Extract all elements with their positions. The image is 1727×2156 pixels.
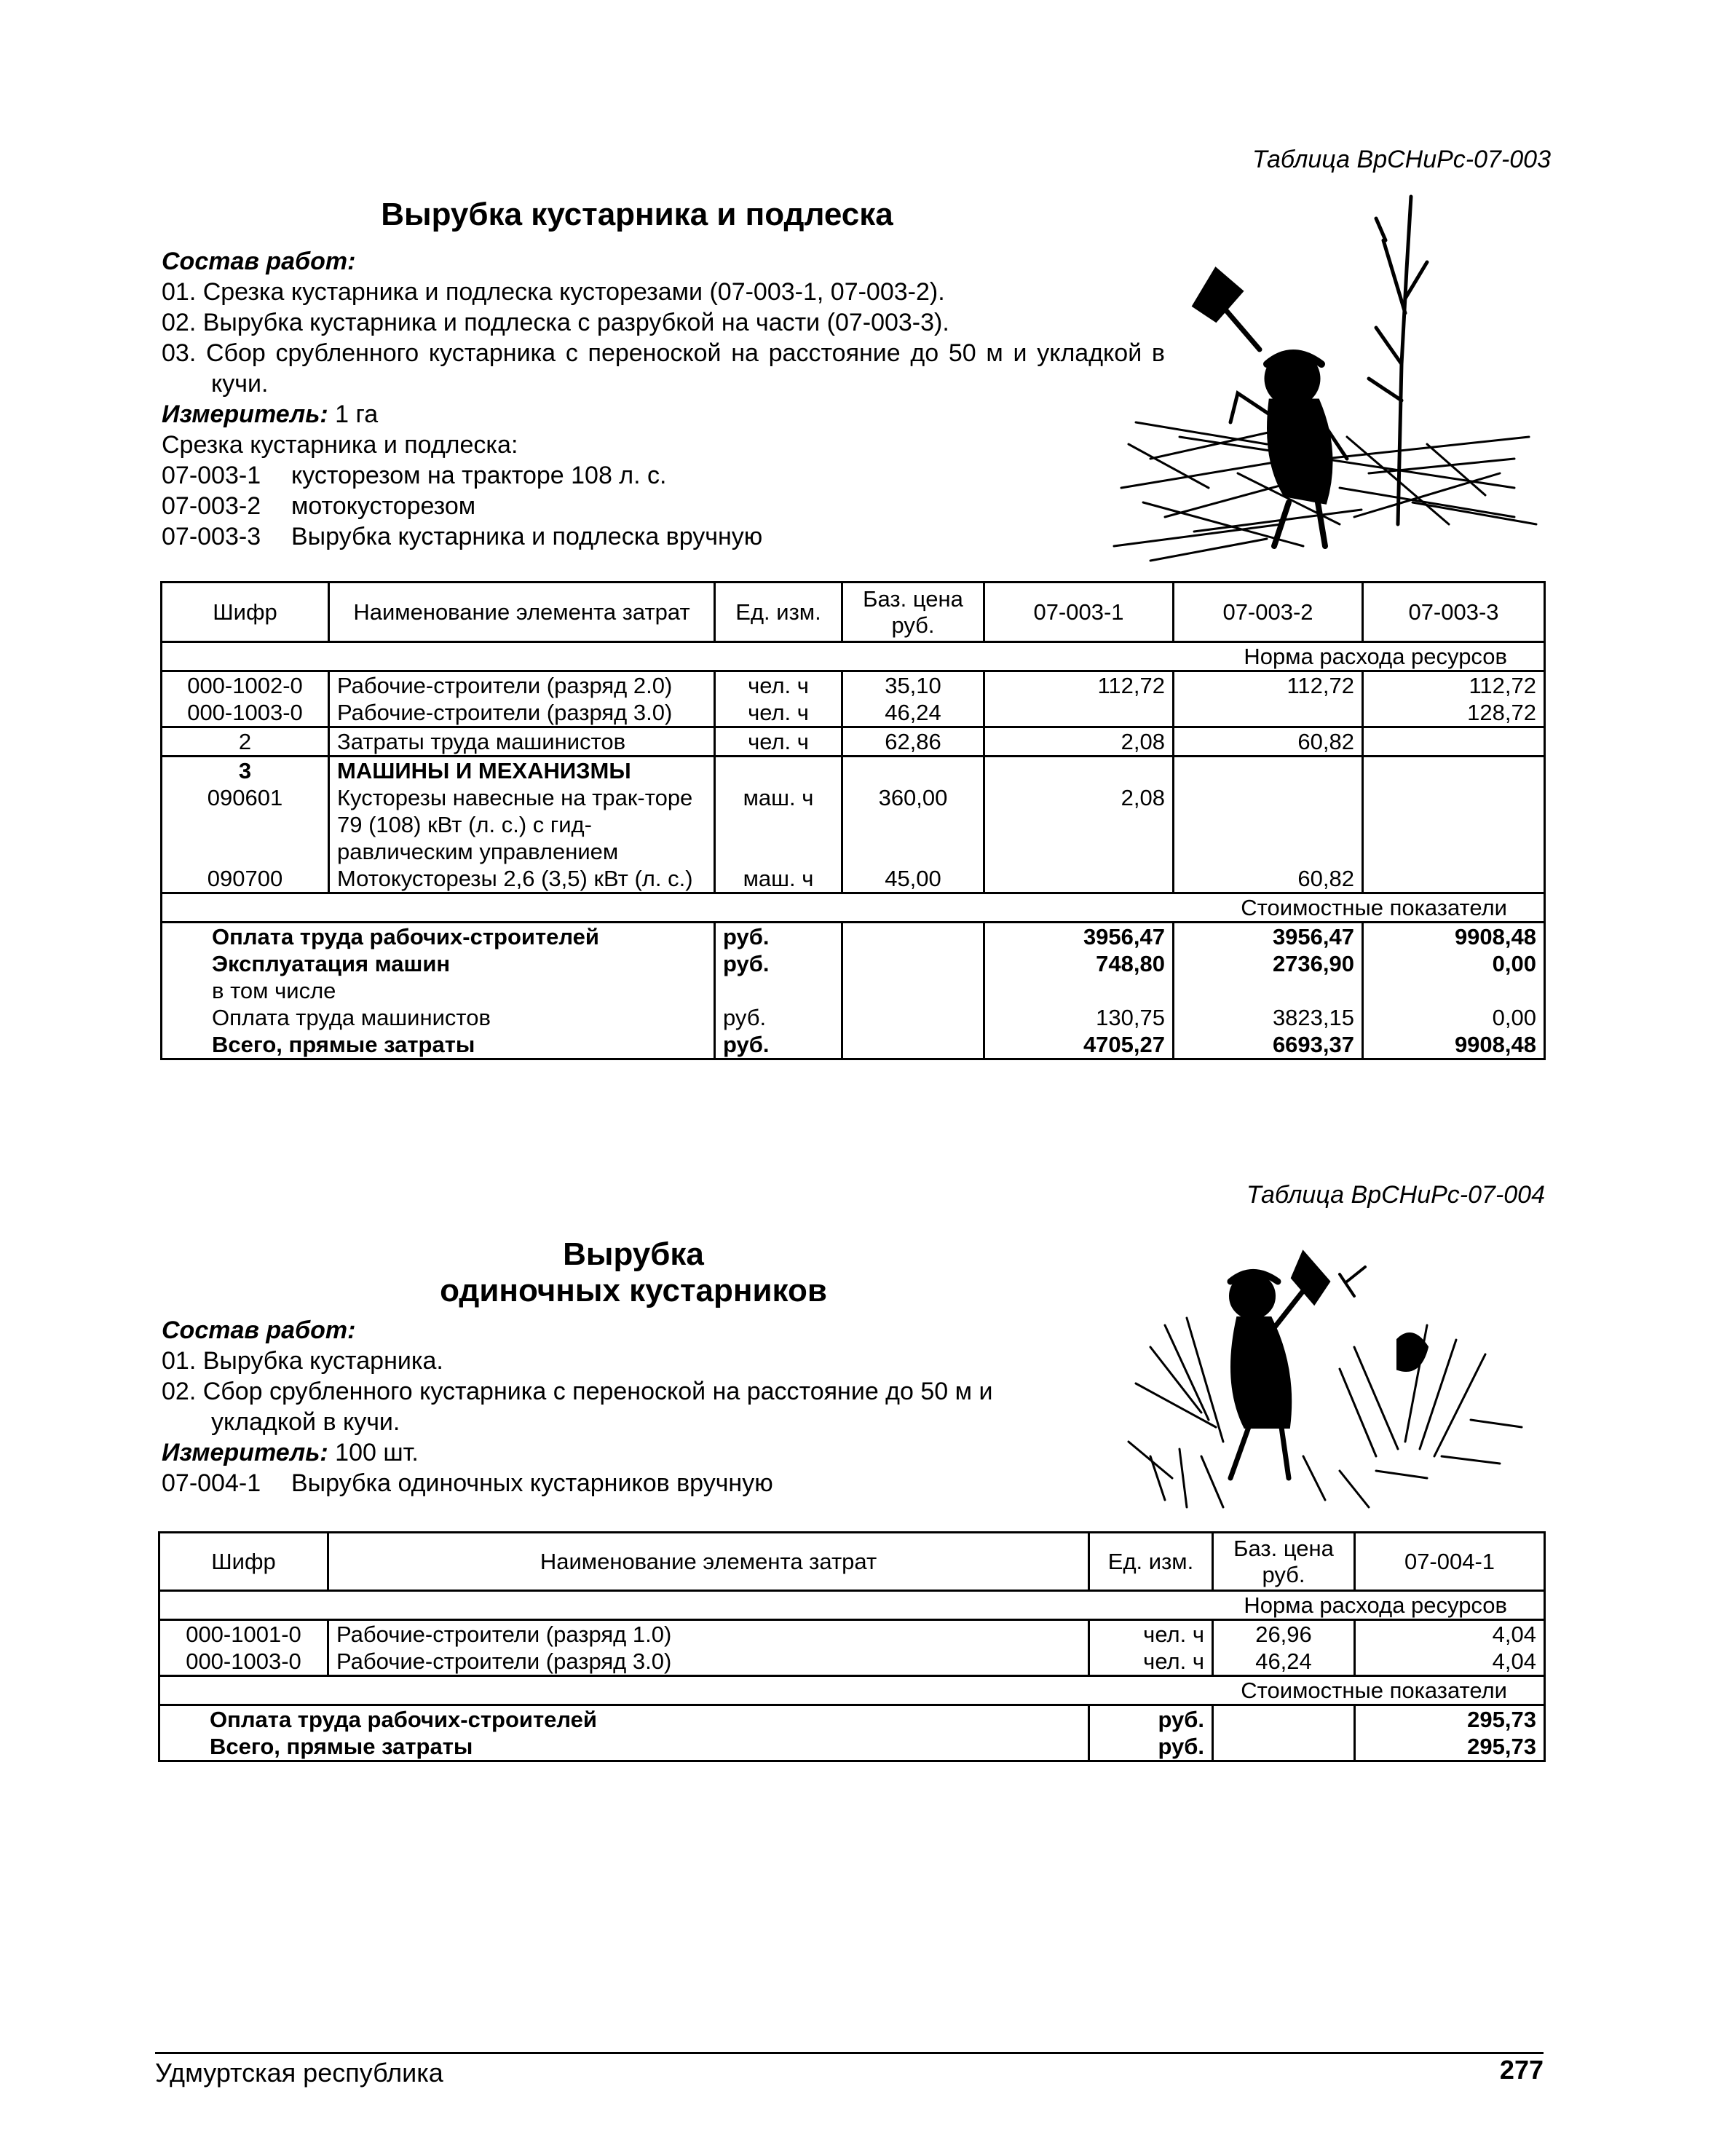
- cell-value: 4,04: [1355, 1648, 1545, 1676]
- variant-text: мотокусторезом: [291, 492, 476, 520]
- cell-value: [1363, 727, 1545, 757]
- cost-name: Эксплуатация машин: [162, 950, 715, 977]
- cell-value: 112,72: [1363, 671, 1545, 700]
- cost-name: Всего, прямые затраты: [159, 1733, 1089, 1761]
- cost-value: 3823,15: [1174, 1004, 1363, 1031]
- cell-code: 000-1003-0: [159, 1648, 328, 1676]
- composition-label: Состав работ:: [162, 248, 356, 275]
- col-header-code: Шифр: [162, 583, 329, 642]
- cell-price: 26,96: [1213, 1620, 1355, 1648]
- cell-price: 360,00: [842, 784, 984, 865]
- work-item: 01. Вырубка кустарника.: [162, 1347, 443, 1375]
- cost-value: 295,73: [1355, 1705, 1545, 1734]
- cost-unit: [715, 977, 842, 1004]
- meter-label: Измеритель:: [162, 1439, 328, 1466]
- cell-price: 46,24: [1213, 1648, 1355, 1676]
- table-row: [162, 865, 1545, 893]
- section-title: [306, 1236, 961, 1309]
- brush-cutting-illustration: [1107, 182, 1544, 575]
- cost-value: 9908,48: [1363, 1031, 1545, 1059]
- section-norm-label: Норма расхода ресурсов: [159, 1591, 1545, 1620]
- col-header-variant: 07-003-2: [1174, 583, 1363, 642]
- work-item: 02. Вырубка кустарника и подлеска с разрубкой на части (07-003-3).: [162, 309, 949, 336]
- footer-rule: [155, 2052, 1544, 2054]
- cell-price: 45,00: [842, 865, 984, 893]
- cell-code: 000-1001-0: [159, 1620, 328, 1648]
- cell-value: 4,04: [1355, 1620, 1545, 1648]
- variants-intro: Срезка кустарника и подлеска:: [162, 431, 518, 459]
- cost-name: в том числе: [162, 977, 715, 1004]
- cell-name: Рабочие-строители (разряд 3.0): [328, 1648, 1089, 1676]
- col-header-unit: Ед. изм.: [1089, 1533, 1213, 1591]
- meter-value: 1 га: [328, 400, 379, 428]
- cell-name: Затраты труда машинистов: [329, 727, 715, 757]
- cost-value: [1174, 977, 1363, 1004]
- cell-value: [984, 699, 1174, 727]
- cost-value: [1363, 977, 1545, 1004]
- section-row: [162, 642, 1545, 671]
- cost-unit: руб.: [715, 1004, 842, 1031]
- resource-table-07-004: [158, 1531, 1546, 1762]
- cell-value: 112,72: [1174, 671, 1363, 700]
- composition-label: Состав работ:: [162, 1316, 356, 1344]
- variant-line: [162, 521, 1130, 552]
- cost-value: 3956,47: [984, 923, 1174, 951]
- cost-unit: руб.: [1089, 1733, 1213, 1761]
- cost-row: [159, 1733, 1545, 1761]
- table-header-row: [162, 583, 1545, 642]
- resource-table-07-003: [160, 581, 1546, 1060]
- cell-unit: чел. ч: [715, 699, 842, 727]
- variant-code: 07-004-1: [162, 1469, 261, 1497]
- cell-value: 60,82: [1174, 727, 1363, 757]
- col-header-name: Наименование элемента затрат: [329, 583, 715, 642]
- col-header-price: Баз. цена руб.: [842, 583, 984, 642]
- variant-text: кусторезом на тракторе 108 л. с.: [291, 462, 667, 489]
- variant-text: Вырубка одиночных кустарников вручную: [291, 1469, 773, 1497]
- machinery-group-row: [162, 757, 1545, 785]
- cost-value: 9908,48: [1363, 923, 1545, 951]
- variant-line: [162, 1468, 977, 1498]
- cell-value: 2,08: [984, 784, 1174, 865]
- variant-text: Вырубка кустарника и подлеска вручную: [291, 523, 763, 550]
- cost-value: 748,80: [984, 950, 1174, 977]
- cell-unit: чел. ч: [1089, 1648, 1213, 1676]
- work-item: 03. Сбор срубленного кустарника с переноской на расстояние до 50 м и укладкой в кучи.: [162, 339, 1165, 398]
- cost-value: 130,75: [984, 1004, 1174, 1031]
- cell-price: 62,86: [842, 727, 984, 757]
- cost-name: Всего, прямые затраты: [162, 1031, 715, 1059]
- section-title-line: одиночных кустарников: [440, 1273, 827, 1308]
- meter: [162, 1437, 977, 1468]
- work-description: [162, 246, 1165, 552]
- section-row: [162, 893, 1545, 923]
- cost-value: 295,73: [1355, 1733, 1545, 1761]
- meter-label: Измеритель:: [162, 400, 328, 428]
- shrub-chopping-illustration: [1121, 1238, 1529, 1515]
- cell-code: 3: [162, 757, 329, 785]
- cost-name: Оплата труда рабочих-строителей: [162, 923, 715, 951]
- cost-value: 6693,37: [1174, 1031, 1363, 1059]
- table-header-row: [159, 1533, 1545, 1591]
- cell-code: 000-1003-0: [162, 699, 329, 727]
- cell-value: [984, 865, 1174, 893]
- cell-value: [1174, 784, 1363, 865]
- cost-row: [162, 923, 1545, 951]
- footer-region: Удмуртская республика: [155, 2058, 443, 2088]
- cost-value: [984, 977, 1174, 1004]
- cost-value: 0,00: [1363, 1004, 1545, 1031]
- cost-row: [162, 1004, 1545, 1031]
- work-item: 01. Срезка кустарника и подлеска кусторезами (07-003-1, 07-003-2).: [162, 278, 945, 306]
- cell-value: 112,72: [984, 671, 1174, 700]
- cell-unit: чел. ч: [1089, 1620, 1213, 1648]
- machinery-group-title: МАШИНЫ И МЕХАНИЗМЫ: [329, 757, 715, 785]
- cell-value: [1363, 784, 1545, 865]
- cost-unit: руб.: [715, 950, 842, 977]
- variant-line: [162, 491, 1130, 521]
- cell-value: 2,08: [984, 727, 1174, 757]
- section-cost-label: Стоимостные показатели: [159, 1676, 1545, 1705]
- cost-value: 4705,27: [984, 1031, 1174, 1059]
- col-header-unit: Ед. изм.: [715, 583, 842, 642]
- col-header-code: Шифр: [159, 1533, 328, 1591]
- cell-name: Рабочие-строители (разряд 3.0): [329, 699, 715, 727]
- work-description: [162, 1315, 993, 1498]
- cell-name: Рабочие-строители (разряд 2.0): [329, 671, 715, 700]
- variant-code: 07-003-1: [162, 462, 261, 489]
- cell-value: [1174, 699, 1363, 727]
- table-row: [159, 1648, 1545, 1676]
- section-row: [159, 1591, 1545, 1620]
- cost-row: [159, 1705, 1545, 1734]
- col-header-name: Наименование элемента затрат: [328, 1533, 1089, 1591]
- cell-code: 090601: [162, 784, 329, 865]
- cost-name: Оплата труда машинистов: [162, 1004, 715, 1031]
- table-row: [162, 727, 1545, 757]
- cell-code: 000-1002-0: [162, 671, 329, 700]
- cell-unit: чел. ч: [715, 671, 842, 700]
- cost-unit: руб.: [715, 923, 842, 951]
- cell-unit: маш. ч: [715, 784, 842, 865]
- section-row: [159, 1676, 1545, 1705]
- cost-unit: руб.: [715, 1031, 842, 1059]
- table-row: [159, 1620, 1545, 1648]
- cost-value: 3956,47: [1174, 923, 1363, 951]
- table-reference: Таблица ВрСНиРс-07-003: [1252, 146, 1551, 173]
- table-reference: Таблица ВрСНиРс-07-004: [1246, 1181, 1545, 1209]
- work-item: 02. Сбор срубленного кустарника с переноской на расстояние до 50 м и укладкой в кучи.: [162, 1378, 993, 1436]
- cell-value: [1363, 865, 1545, 893]
- cost-row: [162, 977, 1545, 1004]
- cost-unit: руб.: [1089, 1705, 1213, 1734]
- col-header-price: Баз. цена руб.: [1213, 1533, 1355, 1591]
- cost-row: [162, 950, 1545, 977]
- cell-unit: чел. ч: [715, 727, 842, 757]
- cell-price: 46,24: [842, 699, 984, 727]
- section-title: Вырубка кустарника и подлеска: [381, 197, 893, 232]
- meter-value: 100 шт.: [328, 1439, 419, 1466]
- cell-value: 60,82: [1174, 865, 1363, 893]
- cost-name: Оплата труда рабочих-строителей: [159, 1705, 1089, 1734]
- variant-code: 07-003-3: [162, 523, 261, 550]
- col-header-variant: 07-003-1: [984, 583, 1174, 642]
- cell-name: Мотокусторезы 2,6 (3,5) кВт (л. с.): [329, 865, 715, 893]
- col-header-variant: 07-003-3: [1363, 583, 1545, 642]
- meter: [162, 399, 1130, 430]
- section-norm-label: Норма расхода ресурсов: [162, 642, 1545, 671]
- cell-value: 128,72: [1363, 699, 1545, 727]
- variant-code: 07-003-2: [162, 492, 261, 520]
- cell-code: 090700: [162, 865, 329, 893]
- cell-price: 35,10: [842, 671, 984, 700]
- col-header-variant: 07-004-1: [1355, 1533, 1545, 1591]
- cell-code: 2: [162, 727, 329, 757]
- variant-line: [162, 460, 1130, 491]
- cost-value: 2736,90: [1174, 950, 1363, 977]
- cell-name: Кусторезы навесные на трак-торе 79 (108) кВт (л. с.) с гид-равлическим управлением: [329, 784, 715, 865]
- section-title-line: Вырубка: [563, 1236, 704, 1272]
- cell-unit: маш. ч: [715, 865, 842, 893]
- cost-value: 0,00: [1363, 950, 1545, 977]
- table-row: [162, 699, 1545, 727]
- page-number: 277: [1499, 2055, 1544, 2085]
- cell-name: Рабочие-строители (разряд 1.0): [328, 1620, 1089, 1648]
- table-row: [162, 671, 1545, 700]
- section-cost-label: Стоимостные показатели: [162, 893, 1545, 923]
- cost-row: [162, 1031, 1545, 1059]
- table-row: [162, 784, 1545, 865]
